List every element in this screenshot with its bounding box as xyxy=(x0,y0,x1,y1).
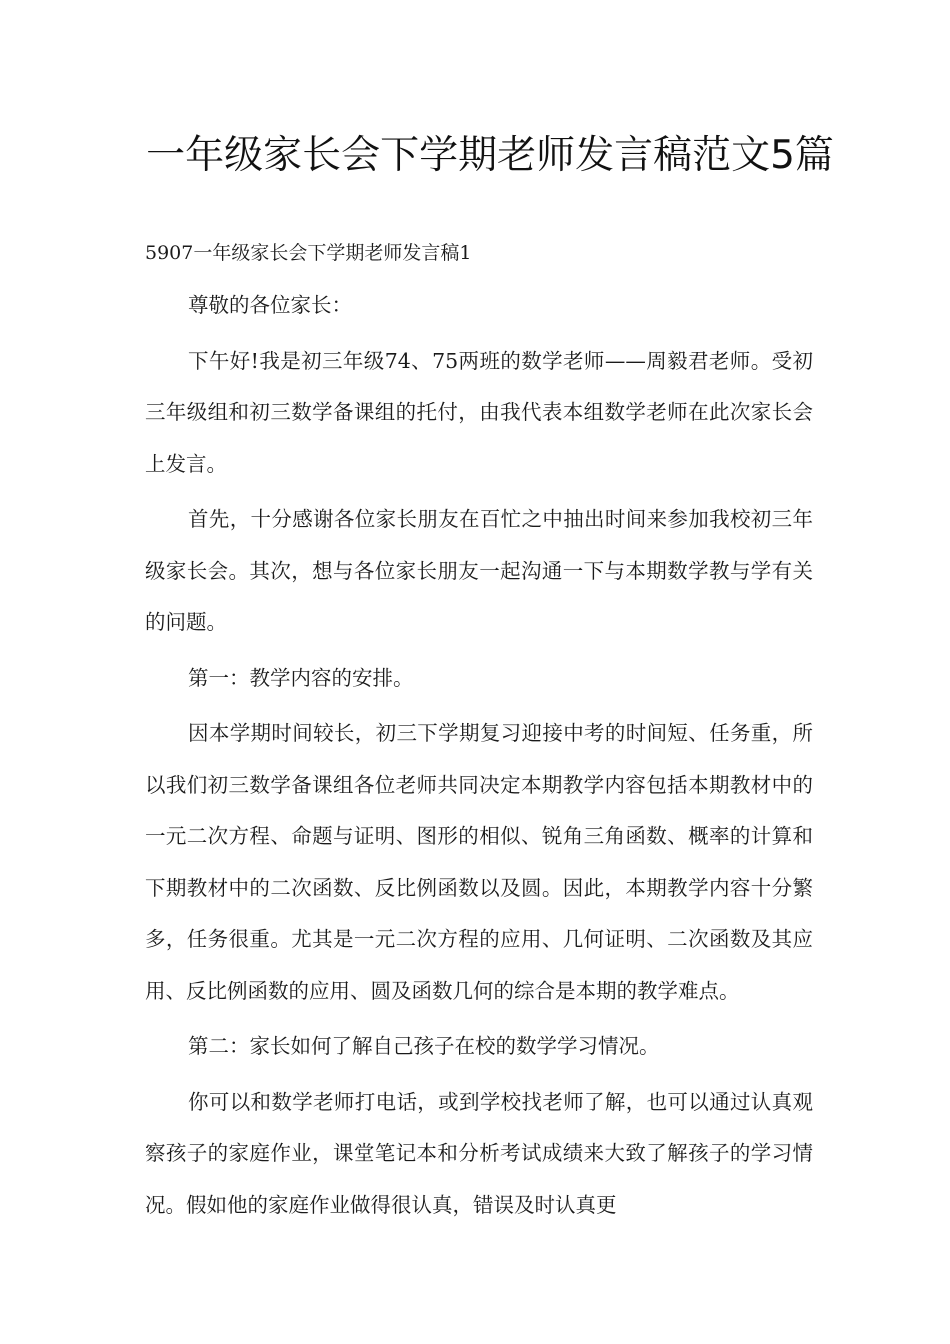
document-title: 一年级家长会下学期老师发言稿范文5篇 xyxy=(146,133,834,178)
paragraph-point-one-heading: 第一：教学内容的安排。 xyxy=(188,665,414,690)
document-body xyxy=(145,280,813,1235)
paragraph-thanks: 首先，十分感谢各位家长朋友在百忙之中抽出时间来参加我校初三年级家长会。其次，想与各位家长朋友一起沟通一下与本期数学教与学有关的问题。 xyxy=(145,507,813,634)
paragraph-point-two-heading: 第二：家长如何了解自己孩子在校的数学学习情况。 xyxy=(188,1034,660,1058)
paragraph-parent-methods: 你可以和数学老师打电话，或到学校找老师了解，也可以通过认真观察孩子的家庭作业，课堂笔记本和分析考试成绩来大致了解孩子的学习情况。假如他的家庭作业做得很认真，错误及时认真更 xyxy=(145,1089,813,1217)
paragraph-introduction: 下午好!我是初三年级74、75两班的数学老师——周毅君老师。受初三年级组和初三数学备课组的托付，由我代表本组数学老师在此次家长会上发言。 xyxy=(145,348,813,476)
paragraph-teaching-content: 因本学期时间较长，初三下学期复习迎接中考的时间短、任务重，所以我们初三数学备课组各位老师共同决定本期教学内容包括本期教材中的一元二次方程、命题与证明、图形的相似、锐角三角函数、概率的计算和下期教材中的二次函数、反比例函数以及圆。因此，本期教学内容十分繁多，任务很重。尤其是一元二次方程的应用、几何证明、二次函数及其应用、反比例函数的应用、圆及函数几何的综合是本期的教学难点。 xyxy=(145,721,813,1003)
paragraph-greeting: 尊敬的各位家长： xyxy=(188,293,352,317)
section-heading: 5907一年级家长会下学期老师发言稿1 xyxy=(145,242,472,264)
